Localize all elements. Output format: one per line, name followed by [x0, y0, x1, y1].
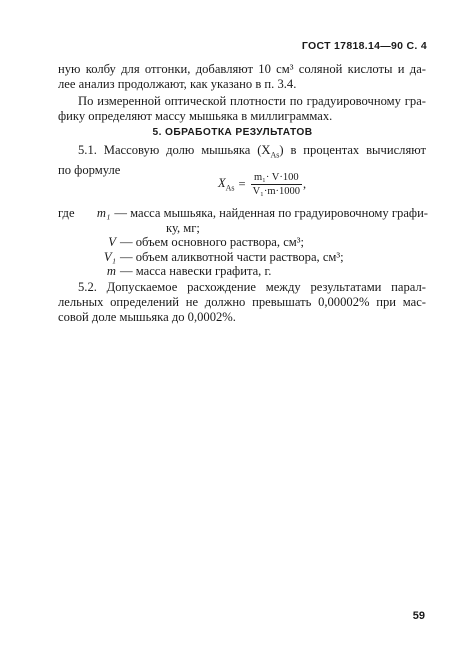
definition-symbol: V₁: [103, 249, 116, 264]
text-line: совой доле мышьяка до 0,0002%.: [58, 310, 236, 324]
definition-text: — масса навески графита, г.: [120, 264, 272, 278]
text-fragment: ) в процентах вычисляют: [279, 143, 426, 157]
formula-fraction: [250, 172, 303, 197]
formula-equals: =: [238, 177, 246, 191]
formula-lhs: [218, 176, 235, 193]
definition-symbol: m₁: [96, 206, 111, 220]
page-number: 59: [412, 610, 425, 622]
text-line: лее анализ продолжают, как указано в п. 3.4.: [58, 77, 297, 91]
paragraph-5-2: [58, 280, 426, 325]
definition-row: [58, 235, 428, 250]
formula-numerator: m₁· V·100: [251, 172, 302, 185]
text-line: фику определяют массу мышьяка в миллиграммах.: [58, 109, 333, 123]
formula-trail: ,: [303, 177, 307, 191]
definition-text: — масса мышьяка, найденная по градуировочному графи-: [114, 206, 428, 220]
paragraph-photometry: [58, 94, 426, 124]
definition-continuation: ку, мг;: [166, 220, 200, 235]
definition-text: — объем основного раствора, см³;: [120, 235, 305, 249]
definition-row: [58, 206, 428, 221]
text-line: ную колбу для отгонки, добавляют 10 см³ соляной кислоты и да-: [58, 62, 426, 76]
definition-where: где: [58, 206, 75, 220]
text-line: по формуле: [58, 162, 121, 177]
definition-row: [58, 264, 428, 279]
text-line: [58, 143, 426, 163]
text-line: лельных определений не должно превышать 0,00002% при мас-: [58, 295, 426, 309]
paragraph-continuation: [58, 62, 426, 92]
definition-symbol: m: [106, 264, 116, 278]
formula-symbol: X: [218, 176, 226, 191]
definition-row: [58, 250, 428, 265]
definition-symbol: V: [108, 235, 116, 249]
definitions-list: [58, 206, 428, 279]
definition-text: — объем аликвотной части раствора, см³;: [120, 249, 344, 264]
page-header: ГОСТ 17818.14—90 С. 4: [301, 40, 427, 52]
text-line: По измеренной оптической плотности по градуировочному гра-: [78, 94, 426, 108]
subscript: As: [270, 150, 280, 160]
text-fragment: 5.1. Массовую долю мышьяка (X: [78, 143, 271, 157]
text-line: 5.2. Допускаемое расхождение между результатами парал-: [78, 280, 426, 294]
formula-denominator: V₁·m·1000: [252, 186, 300, 197]
formula-subscript: As: [225, 183, 235, 193]
section-title: 5. ОБРАБОТКА РЕЗУЛЬТАТОВ: [152, 127, 313, 138]
definition-lead: [58, 206, 114, 221]
formula: [218, 172, 306, 197]
